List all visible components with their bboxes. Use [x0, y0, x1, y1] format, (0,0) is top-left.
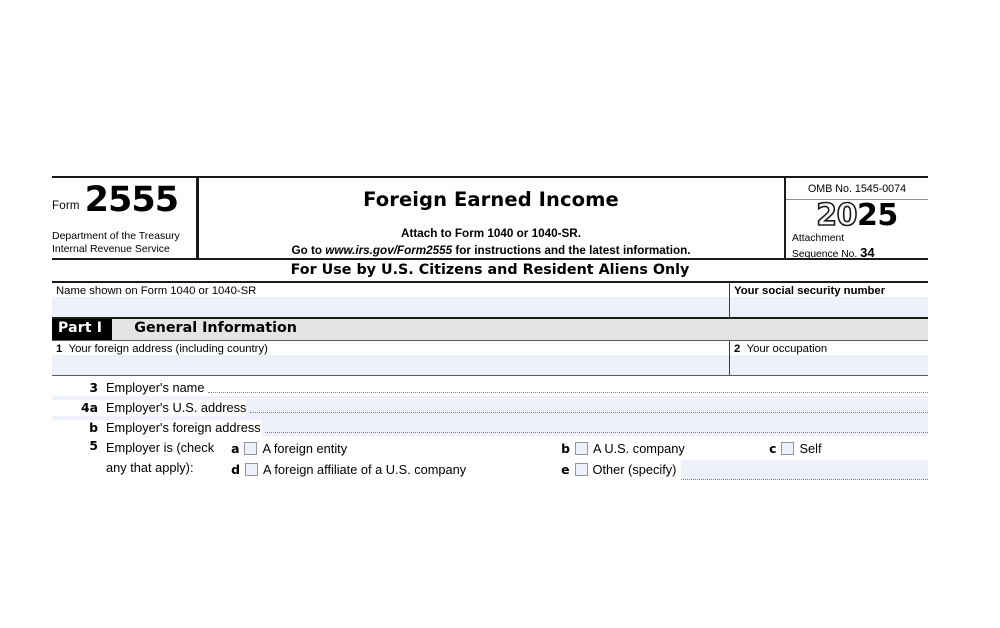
ssn-cell — [729, 283, 928, 317]
attachment-sequence-line — [792, 245, 928, 261]
line5-option-e-letter: e — [561, 462, 570, 477]
line3-input[interactable] — [208, 392, 928, 393]
line5-options-grid — [214, 438, 928, 480]
line5-option-e-label: Other (specify) — [592, 462, 677, 477]
line-4b-row — [52, 416, 928, 436]
line5-option-a-checkbox[interactable] — [244, 442, 257, 455]
line3-number: 3 — [52, 380, 98, 396]
ssn-caption: Your social security number — [734, 285, 886, 297]
agency-name — [52, 230, 180, 255]
agency-line-2: Internal Revenue Service — [52, 242, 170, 255]
line4a-label: Employer's U.S. address — [98, 400, 246, 416]
line5-prompt — [98, 438, 214, 480]
line4b-label: Employer's foreign address — [98, 420, 261, 436]
line1-caption — [52, 341, 729, 355]
line5-option-d[interactable] — [231, 462, 561, 477]
line5-option-c-letter: c — [769, 441, 777, 456]
line5-option-b-checkbox[interactable] — [575, 442, 588, 455]
goto-url: www.irs.gov/Form2555 — [325, 243, 453, 257]
line2-cell — [729, 341, 928, 375]
line5-option-e-checkbox[interactable] — [575, 463, 588, 476]
line5-option-a-label: A foreign entity — [262, 441, 348, 456]
line5-option-d-checkbox[interactable] — [245, 463, 258, 476]
goto-instruction — [199, 243, 784, 260]
line-4a-row — [52, 396, 928, 416]
header-center-block — [199, 178, 784, 258]
line1-input[interactable] — [52, 355, 729, 375]
header-right-block — [786, 178, 928, 258]
line5-option-a-letter: a — [231, 441, 240, 456]
line1-label: Your foreign address (including country) — [68, 343, 268, 355]
line2-input[interactable] — [730, 355, 928, 375]
form-number: 2555 — [84, 180, 179, 220]
tax-year — [786, 198, 928, 233]
line-1-2-row — [52, 341, 928, 375]
name-input[interactable] — [52, 297, 729, 317]
attachment-sequence-number: 34 — [860, 244, 875, 260]
line5-prompt-line-2: any that apply): — [106, 459, 194, 475]
form-instructions — [199, 226, 784, 259]
line5-options-row-2 — [231, 459, 928, 480]
line4b-input[interactable] — [265, 432, 928, 433]
form-identifier — [52, 180, 196, 220]
attachment-sequence — [786, 233, 928, 261]
line5-number: 5 — [89, 438, 98, 453]
tax-year-block — [786, 200, 928, 261]
form-title: Foreign Earned Income — [363, 188, 619, 211]
line4a-number: 4a — [52, 400, 98, 416]
line5-prompt-line-1: Employer is (check — [106, 440, 215, 455]
line2-number: 2 — [734, 343, 741, 355]
line-5-row — [52, 436, 928, 480]
ssn-input[interactable] — [730, 297, 928, 317]
line5-option-a[interactable] — [231, 441, 561, 456]
part1-tag: Part I — [52, 319, 112, 340]
line5-options-row-1 — [231, 438, 928, 459]
attach-instruction: Attach to Form 1040 or 1040-SR. — [401, 227, 581, 240]
line5-option-c[interactable] — [769, 441, 821, 456]
identity-row — [52, 283, 928, 317]
attachment-sequence-label: Sequence No. — [792, 248, 858, 260]
part1-title: General Information — [134, 320, 297, 336]
goto-prefix: Go to — [291, 243, 326, 257]
form-header — [52, 178, 928, 258]
header-left-block — [52, 178, 196, 258]
tax-year-century: 20 — [816, 198, 857, 233]
part1-header — [52, 319, 928, 340]
line5-other-specify-input[interactable] — [681, 460, 928, 480]
line5-option-c-checkbox[interactable] — [781, 442, 794, 455]
use-banner: For Use by U.S. Citizens and Resident Aliens Only — [290, 262, 690, 278]
line1-number: 1 — [56, 343, 63, 355]
line5-option-c-label: Self — [799, 441, 822, 456]
form-2555-sheet — [52, 176, 928, 480]
line5-option-b-label: A U.S. company — [592, 441, 685, 456]
line5-option-d-label: A foreign affiliate of a U.S. company — [262, 462, 467, 477]
line2-label: Your occupation — [746, 343, 828, 355]
goto-suffix: for instructions and the latest information. — [452, 243, 691, 257]
tax-year-digits: 25 — [857, 198, 898, 233]
line4b-number: b — [52, 420, 98, 436]
line4a-input[interactable] — [250, 412, 928, 413]
line5-option-b[interactable] — [561, 441, 769, 456]
line3-label: Employer's name — [98, 380, 204, 396]
form-label: Form — [52, 200, 80, 213]
name-caption: Name shown on Form 1040 or 1040-SR — [56, 285, 257, 297]
name-cell — [52, 283, 729, 317]
agency-line-1: Department of the Treasury — [52, 230, 180, 243]
line1-cell — [52, 341, 729, 375]
line5-option-e[interactable] — [561, 462, 676, 477]
line5-option-b-letter: b — [561, 441, 570, 456]
line5-option-d-letter: d — [231, 462, 240, 477]
line-3-row — [52, 376, 928, 396]
line2-caption — [730, 341, 928, 355]
attachment-label: Attachment — [792, 233, 845, 244]
omb-number: OMB No. 1545-0074 — [786, 178, 928, 200]
